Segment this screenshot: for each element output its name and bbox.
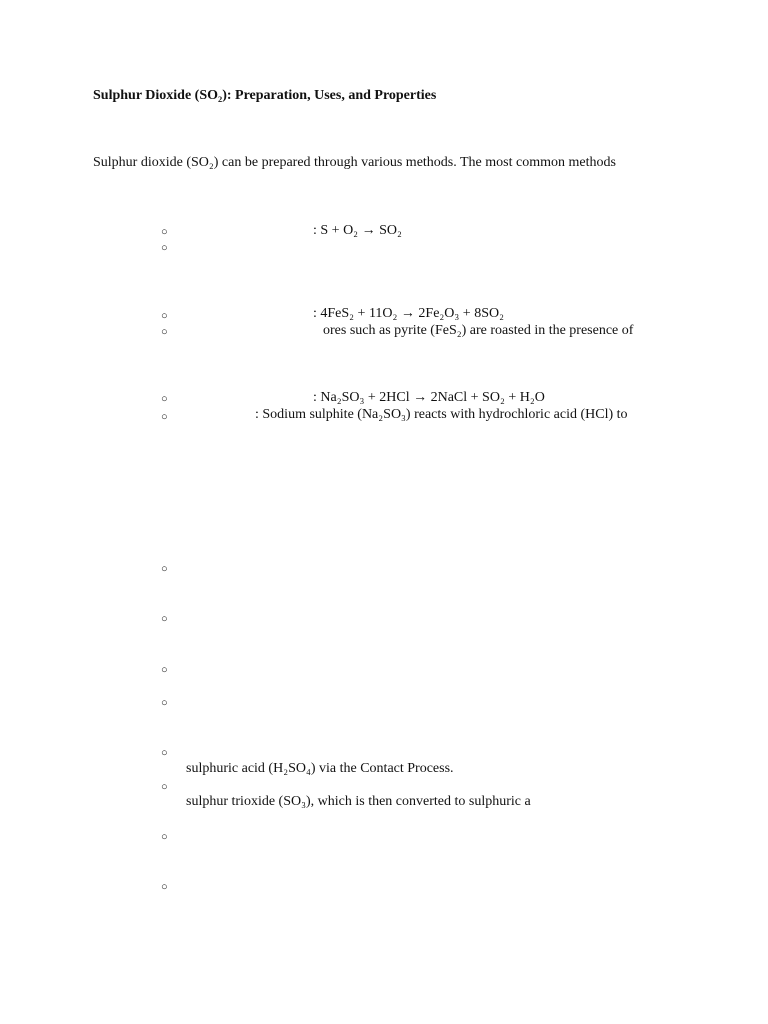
method2-equation: : 4FeS₂ + 11O₂ → 2Fe₂O₃ + 8SO₂: [313, 306, 504, 321]
bullet-icon: ○: [161, 831, 168, 843]
bullet-icon: ○: [161, 613, 168, 625]
intro-paragraph: Sulphur dioxide (SO₂) can be prepared through various methods. The most common methods: [93, 155, 616, 170]
bullet-icon: ○: [161, 697, 168, 709]
bullet-icon: ○: [161, 411, 168, 423]
method3-description: : Sodium sulphite (Na₂SO₃) reacts with hydrochloric acid (HCl) to: [255, 407, 628, 422]
use-line-1: sulphuric acid (H₂SO₄) via the Contact Process.: [186, 761, 454, 776]
bullet-icon: ○: [161, 781, 168, 793]
bullet-icon: ○: [161, 747, 168, 759]
document-title: Sulphur Dioxide (SO₂): Preparation, Uses, and Properties: [93, 88, 437, 103]
bullet-icon: ○: [161, 664, 168, 676]
method2-description: ores such as pyrite (FeS₂) are roasted in the presence of: [323, 323, 634, 338]
bullet-icon: ○: [161, 242, 168, 254]
method1-equation: : S + O₂ → SO₂: [313, 223, 402, 238]
bullet-icon: ○: [161, 881, 168, 893]
bullet-icon: ○: [161, 310, 168, 322]
bullet-icon: ○: [161, 226, 168, 238]
bullet-icon: ○: [161, 326, 168, 338]
bullet-icon: ○: [161, 393, 168, 405]
bullet-icon: ○: [161, 563, 168, 575]
use-line-2: sulphur trioxide (SO₃), which is then converted to sulphuric a: [186, 794, 531, 809]
method3-equation: : Na₂SO₃ + 2HCl → 2NaCl + SO₂ + H₂O: [313, 390, 545, 405]
